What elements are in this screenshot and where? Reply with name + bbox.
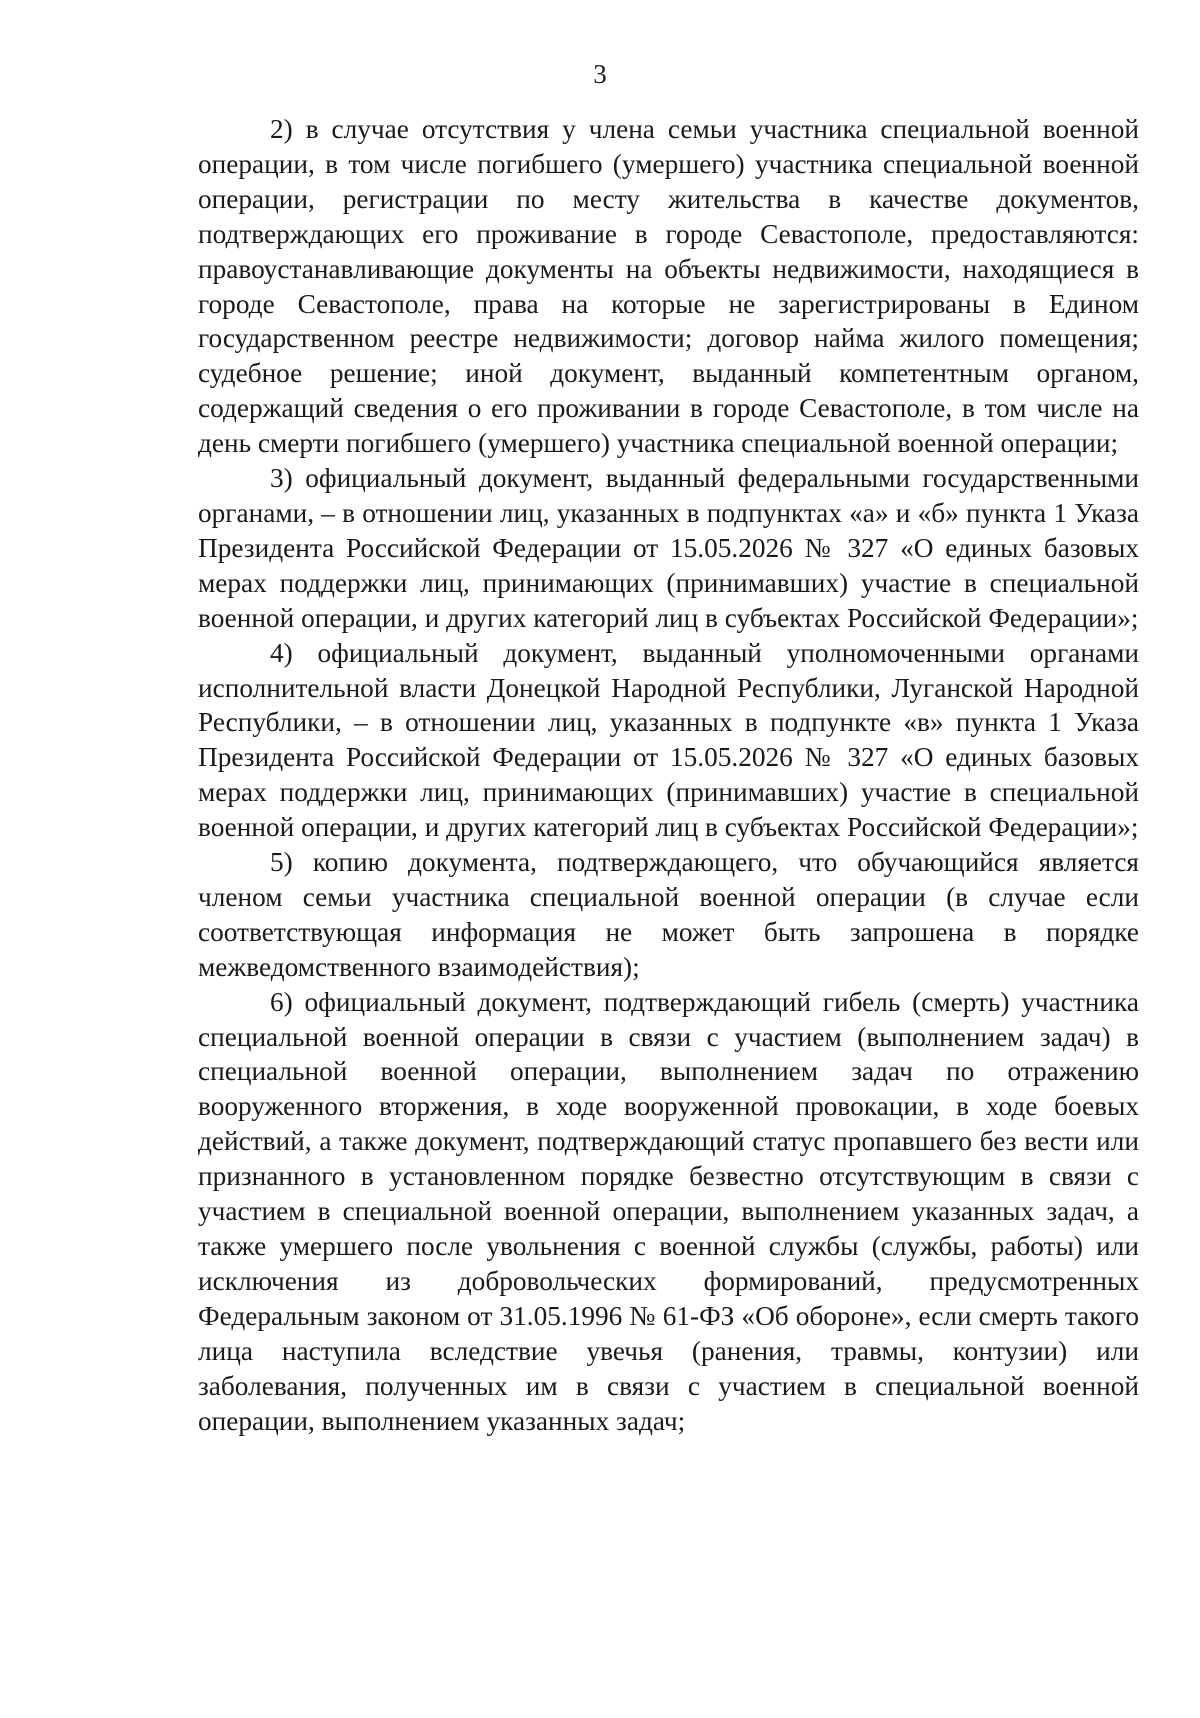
page-number: 3 <box>593 59 607 89</box>
document-body <box>198 112 1139 1438</box>
paragraph-item-6: 6) официальный документ, подтверждающий гибель (смерть) участника специальной военной операции в связи с участием (выполнением задач) в специальной военной операции, выполнением задач по отражению вооруженного вторжения, в ходе вооруженной провокации, в ходе боевых действий, а также документ, подтверждающий статус пропавшего без вести или признанного в установленном порядке безвестно отсутствующим в связи с участием в специальной военной операции, выполнением указанных задач, а также умершего после увольнения с военной службы (службы, работы) или исключения из добровольческих формирований, предусмотренных Федеральным законом от 31.05.1996 № 61-ФЗ «Об обороне», если смерть такого лица наступила вследствие увечья (ранения, травмы, контузии) или заболевания, полученных им в связи с участием в специальной военной операции, выполнением указанных задач; <box>198 986 1139 1436</box>
paragraph-item-2: 2) в случае отсутствия у члена семьи участника специальной военной операции, в том числе погибшего (умершего) участника специальной военной операции, регистрации по месту жительства в качестве документов, подтверждающих его проживание в городе Севастополе, предоставляются: правоустанавливающие документы на объекты недвижимости, находящиеся в городе Севастополе, права на которые не зарегистрированы в Едином государственном реестре недвижимости; договор найма жилого помещения; судебное решение; иной документ, выданный компетентным органом, содержащий сведения о его проживании в городе Севастополе, в том числе на день смерти погибшего (умершего) участника специальной военной операции; <box>198 114 1139 459</box>
paragraph-item-3: 3) официальный документ, выданный федеральными государственными органами, – в отношении лиц, указанных в подпунктах «а» и «б» пункта 1 Указа Президента Российской Федерации от 15.05.2026 № 327 «О единых базовых мерах поддержки лиц, принимающих (принимавших) участие в специальной военной операции, и других категорий лиц в субъектах Российской Федерации»; <box>198 463 1139 633</box>
paragraph-item-4: 4) официальный документ, выданный уполномоченными органами исполнительной власти Донецкой Народной Республики, Луганской Народной Республики, – в отношении лиц, указанных в подпункте «в» пункта 1 Указа Президента Российской Федерации от 15.05.2026 № 327 «О единых базовых мерах поддержки лиц, принимающих (принимавших) участие в специальной военной операции, и других категорий лиц в субъектах Российской Федерации»; <box>198 637 1139 843</box>
paragraph-item-5: 5) копию документа, подтверждающего, что обучающийся является членом семьи участника специальной военной операции (в случае если соответствующая информация не может быть запрошена в порядке межведомственного взаимодействия); <box>198 847 1139 982</box>
